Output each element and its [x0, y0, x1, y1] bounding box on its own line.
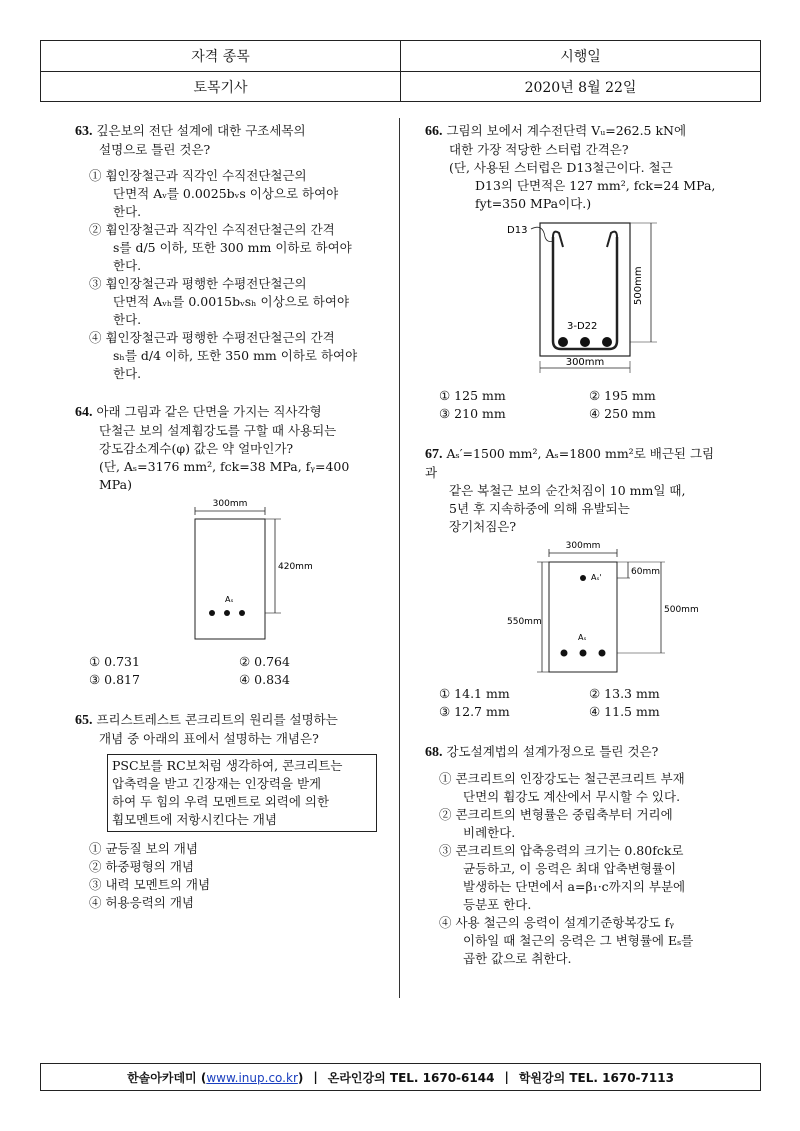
question-63	[75, 122, 377, 383]
option-2[interactable]: ② 0.764	[239, 654, 290, 669]
question-stem: 5년 후 지속하중에 의해 유발되는	[449, 501, 630, 516]
option-1[interactable]	[425, 770, 725, 806]
question-stem: 강도설계법의 설계가정으로 틀린 것은?	[446, 744, 659, 759]
width-label: 300mm	[565, 357, 605, 368]
question-stem: 프리스트레스트 콘크리트의 원리를 설명하는	[96, 712, 338, 727]
option-text: ② 콘크리트의 변형률은 중립축부터 거리에	[439, 807, 673, 822]
option-3[interactable]: ③ 12.7 mm	[439, 704, 510, 719]
question-number: 65.	[75, 713, 93, 728]
question-number: 66.	[425, 124, 443, 139]
question-condition: (단, 사용된 스터럽은 D13철근이다. 철근	[449, 160, 673, 175]
option-1[interactable]: ① 0.731	[89, 654, 140, 669]
option-4[interactable]	[425, 914, 725, 968]
concept-box	[107, 754, 377, 832]
offline-phone: 학원강의 TEL. 1670-7113	[518, 1070, 674, 1085]
option-text: 한다.	[113, 312, 142, 327]
d13-label: D13	[507, 225, 528, 236]
asp-label: Aₛ'	[591, 573, 602, 582]
separator: |	[313, 1070, 318, 1084]
option-2[interactable]: ② 13.3 mm	[589, 686, 660, 701]
option-4[interactable]	[75, 329, 377, 383]
option-text: 곱한 값으로 취한다.	[463, 951, 572, 966]
online-phone: 온라인강의 TEL. 1670-6144	[327, 1070, 495, 1085]
as-label: Aₛ	[578, 633, 587, 642]
question-68	[425, 743, 725, 968]
column-divider	[399, 118, 400, 998]
separator: |	[504, 1070, 509, 1084]
option-text: 단면적 Aᵥ를 0.0025bᵥs 이상으로 하여야	[113, 186, 339, 201]
question-65	[75, 711, 377, 912]
question-stem: 같은 복철근 보의 순간처짐이 10 mm일 때,	[449, 483, 686, 498]
question-64	[75, 403, 377, 689]
height-label: 500mm	[633, 266, 644, 305]
tension-rebar	[599, 650, 606, 657]
option-3[interactable]: ③ 0.817	[89, 672, 140, 687]
question-number: 63.	[75, 124, 93, 139]
left-column	[77, 122, 377, 912]
bars-label: 3-D22	[567, 321, 598, 332]
question-stem: 대한 가장 적당한 스터럽 간격은?	[449, 142, 629, 157]
option-1[interactable]: ① 125 mm	[439, 388, 506, 403]
option-1[interactable]	[75, 167, 377, 221]
option-4[interactable]: ④ 250 mm	[589, 406, 656, 421]
question-stem: 개념 중 아래의 표에서 설명하는 개념은?	[99, 731, 319, 746]
question-stem: 아래 그림과 같은 단면을 가지는 직사각형	[96, 404, 322, 419]
option-text: s를 d/5 이하, 또한 300 mm 이하로 하여야	[113, 240, 352, 255]
question-stem: 장기처짐은?	[449, 519, 517, 534]
h-label: 550mm	[507, 617, 542, 627]
tension-rebar	[580, 650, 587, 657]
question-stem: 단철근 보의 설계휨강도를 구할 때 사용되는	[99, 423, 337, 438]
academy-label: 한솔아카데미	[127, 1070, 197, 1085]
question-stem: 깊은보의 전단 설계에 대한 구조세목의	[96, 123, 306, 138]
subject-value: 토목기사	[41, 72, 401, 102]
question-number: 68.	[425, 745, 443, 760]
stirrup	[553, 237, 617, 349]
tension-rebar	[561, 650, 568, 657]
width-label: 300mm	[565, 541, 601, 551]
option-2[interactable]	[425, 806, 725, 842]
rebar	[239, 610, 245, 616]
option-text: 한다.	[113, 204, 142, 219]
option-4[interactable]: ④ 허용응력의 개념	[89, 895, 194, 910]
box-line: 하여 두 힘의 우력 모멘트로 외력에 의한	[112, 794, 330, 809]
exam-header-table	[40, 40, 761, 102]
option-text: 한다.	[113, 366, 142, 381]
question-condition: (단, Aₛ=3176 mm², fck=38 MPa, fᵧ=400 MPa)	[99, 459, 350, 492]
question-stem: Aₛ′=1500 mm², Aₛ=1800 mm²로 배근된 그림과	[425, 446, 715, 480]
question-condition: fyt=350 MPa이다.)	[475, 196, 592, 211]
option-2[interactable]: ② 하중평형의 개념	[89, 859, 194, 874]
option-text: 발생하는 단면에서 a=β₁·c까지의 부분에	[463, 879, 686, 894]
academy-link[interactable]: www.inup.co.kr	[206, 1070, 298, 1085]
option-4[interactable]: ④ 11.5 mm	[589, 704, 660, 719]
beam-outline	[195, 519, 265, 639]
option-3[interactable]	[75, 275, 377, 329]
option-text: 등분포 한다.	[463, 897, 532, 912]
dp-label: 60mm	[631, 567, 660, 577]
as-label: Aₛ	[225, 595, 234, 604]
option-1[interactable]: ① 14.1 mm	[439, 686, 510, 701]
rebar	[224, 610, 230, 616]
rebar	[580, 337, 590, 347]
option-2[interactable]: ② 195 mm	[589, 388, 656, 403]
rebar	[209, 610, 215, 616]
option-text: 균등하고, 이 응력은 최대 압축변형률이	[463, 861, 677, 876]
box-line: 압축력을 받고 긴장재는 인장력을 받게	[112, 776, 322, 791]
option-4[interactable]: ④ 0.834	[239, 672, 290, 687]
option-text: ③ 휨인장철근과 평행한 수평전단철근의	[89, 276, 307, 291]
option-text: 단면적 Aᵥₕ를 0.0015bᵥsₕ 이상으로 하여야	[113, 294, 350, 309]
option-1[interactable]: ① 균등질 보의 개념	[89, 841, 198, 856]
rebar	[558, 337, 568, 347]
question-number: 64.	[75, 405, 93, 420]
option-text: 비례한다.	[463, 825, 516, 840]
beam-section-figure-64	[75, 494, 375, 644]
rebar	[602, 337, 612, 347]
option-text: ④ 휨인장철근과 평행한 수평전단철근의 간격	[89, 330, 335, 345]
option-text: sₕ를 d/4 이하, 또한 350 mm 이하로 하여야	[113, 348, 358, 363]
option-text: ③ 콘크리트의 압축응력의 크기는 0.80fck로	[439, 843, 684, 858]
question-67	[425, 445, 725, 721]
option-3[interactable]: ③ 210 mm	[439, 406, 506, 421]
stirrup-section-figure-66	[425, 213, 725, 378]
question-66	[425, 122, 725, 423]
d-label: 500mm	[664, 605, 699, 615]
question-stem: 그림의 보에서 계수전단력 Vᵤ=262.5 kN에	[446, 123, 687, 138]
option-text: 단면의 휨강도 계산에서 무시할 수 있다.	[463, 789, 681, 804]
option-3[interactable]: ③ 내력 모멘트의 개념	[89, 877, 211, 892]
box-line: PSC보를 RC보처럼 생각하여, 콘크리트는	[112, 758, 343, 773]
option-text: 이하일 때 철근의 응력은 그 변형률에 Eₛ를	[463, 933, 694, 948]
right-column	[425, 122, 725, 968]
date-value: 2020년 8월 22일	[524, 80, 637, 96]
option-text: ① 휨인장철근과 직각인 수직전단철근의	[89, 168, 307, 183]
date-label: 시행일	[560, 49, 601, 65]
doubly-reinforced-section-figure-67	[425, 536, 725, 678]
width-label: 300mm	[212, 499, 248, 509]
question-condition: D13의 단면적은 127 mm², fck=24 MPa,	[475, 178, 716, 193]
question-stem: 강도감소계수(φ) 값은 약 얼마인가?	[99, 441, 294, 456]
compression-rebar	[580, 575, 586, 581]
question-stem: 설명으로 틀린 것은?	[99, 142, 211, 157]
box-line: 휨모멘트에 저항시킨다는 개념	[112, 812, 277, 827]
academy-name: 한솔아카데미 (www.inup.co.kr)	[127, 1070, 304, 1085]
option-text: ② 휨인장철근과 직각인 수직전단철근의 간격	[89, 222, 335, 237]
option-3[interactable]	[425, 842, 725, 914]
option-text: ① 콘크리트의 인장강도는 철근콘크리트 부재	[439, 771, 685, 786]
option-2[interactable]	[75, 221, 377, 275]
option-text: ④ 사용 철근의 응력이 설계기준항복강도 fᵧ	[439, 915, 674, 930]
depth-label: 420mm	[278, 562, 313, 572]
option-text: 한다.	[113, 258, 142, 273]
footer-bar	[40, 1063, 761, 1091]
subject-label: 자격 종목	[41, 41, 401, 71]
question-number: 67.	[425, 447, 443, 462]
